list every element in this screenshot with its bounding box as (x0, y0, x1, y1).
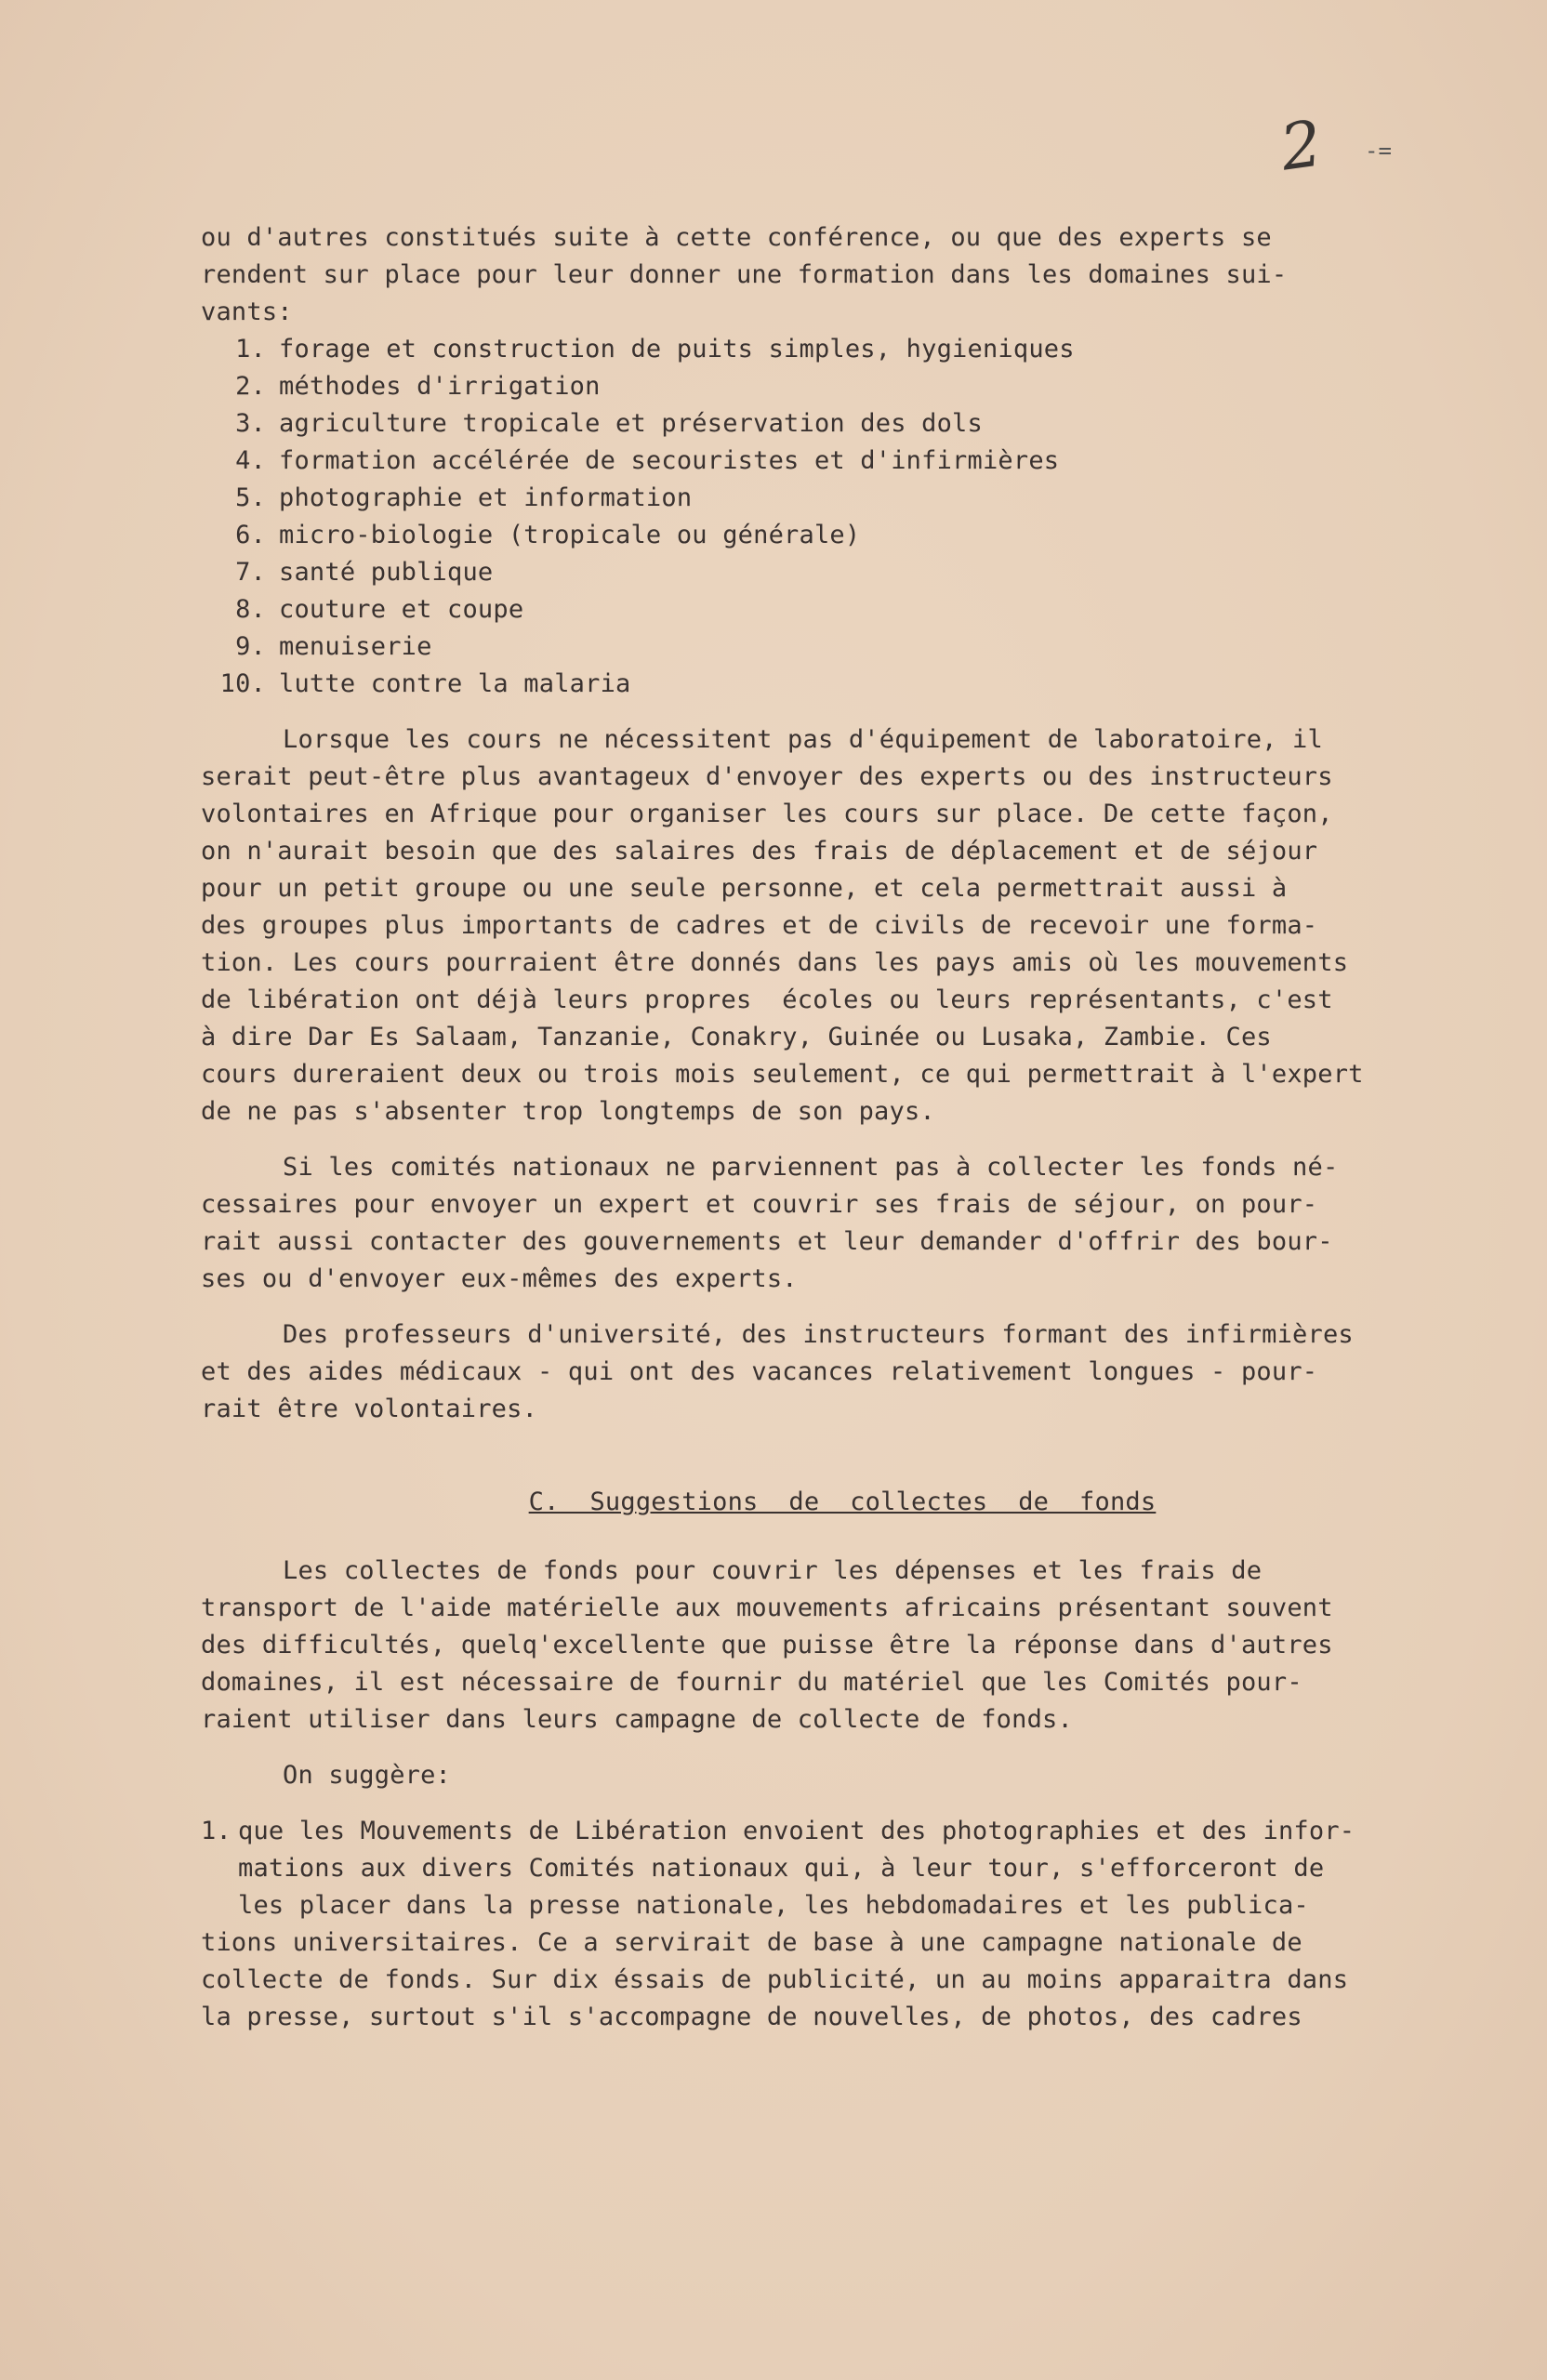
text-line: collecte de fonds. Sur dix éssais de publicité, un au moins apparaitra dans (201, 1965, 1349, 1994)
text-line: ses ou d'envoyer eux-mêmes des experts. (201, 1264, 798, 1293)
list-item (201, 666, 1447, 703)
text-line: domaines, il est nécessaire de fournir du matériel que les Comités pour- (201, 1668, 1302, 1697)
training-list (201, 331, 1447, 703)
text-line: pour un petit groupe ou une seule personne, et cela permettrait aussi à (201, 874, 1288, 903)
text-line: on n'aurait besoin que des salaires des frais de déplacement et de séjour (201, 837, 1318, 866)
suggestion-intro: On suggère: (283, 1761, 452, 1790)
list-item (201, 405, 1447, 443)
list-item (201, 443, 1447, 480)
page-number: 2 (1276, 107, 1327, 186)
text-line: transport de l'aide matérielle aux mouvements africains présentant souvent (201, 1593, 1333, 1622)
paragraph-national-committees (201, 1149, 1447, 1298)
document-body (201, 219, 1447, 2036)
text-line: ou d'autres constitués suite à cette conférence, ou que des experts se (201, 223, 1272, 252)
list-text: que les Mouvements de Libération envoient des photographies et des infor- (238, 1817, 1355, 1845)
text-line: cessaires pour envoyer un expert et couvrir ses frais de séjour, on pour- (201, 1190, 1318, 1219)
intro-block (201, 219, 1447, 331)
list-number: 1. (201, 1817, 231, 1845)
list-number: 10. (219, 669, 266, 698)
list-text: formation accélérée de secouristes et d'infirmières (279, 446, 1060, 475)
text-line: de libération ont déjà leurs propres écoles ou leurs représentants, c'est (201, 985, 1333, 1014)
list-text: santé publique (279, 558, 494, 587)
list-number: 8. (235, 595, 266, 624)
text-line: des groupes plus importants de cadres et de civils de recevoir une forma- (201, 911, 1318, 940)
text-line: Les collectes de fonds pour couvrir les dépenses et les frais de (283, 1556, 1263, 1585)
text-line: tions universitaires. Ce a servirait de base à une campagne nationale de (201, 1928, 1302, 1957)
text-line: rait être volontaires. (201, 1395, 538, 1423)
list-item (201, 554, 1447, 591)
list-text: couture et coupe (279, 595, 524, 624)
text-line: tion. Les cours pourraient être donnés dans les pays amis où les mouvements (201, 948, 1349, 977)
text-line: et des aides médicaux - qui ont des vacances relativement longues - pour- (201, 1357, 1318, 1386)
text-line: volontaires en Afrique pour organiser les cours sur place. De cette façon, (201, 800, 1333, 828)
list-item (201, 1813, 1447, 1850)
text-line: Si les comités nationaux ne parviennent pas à collecter les fonds né- (283, 1153, 1339, 1182)
text-line: raient utiliser dans leurs campagne de collecte de fonds. (201, 1705, 1073, 1734)
list-text: photographie et information (279, 483, 693, 512)
page-number-mark: -= (1365, 138, 1392, 164)
list-text: micro-biologie (tropicale ou générale) (279, 521, 861, 549)
list-item (201, 628, 1447, 666)
text-line: Des professeurs d'université, des instructeurs formant des infirmières (283, 1320, 1354, 1349)
text-line: rait aussi contacter des gouvernements et leur demander d'offrir des bour- (201, 1227, 1333, 1256)
text-line: rendent sur place pour leur donner une formation dans les domaines sui- (201, 260, 1288, 289)
text-line: mations aux divers Comités nationaux qui, à leur tour, s'efforceront de (238, 1854, 1325, 1883)
section-heading-wrap (201, 1484, 1447, 1521)
list-text: méthodes d'irrigation (279, 372, 601, 401)
list-number: 3. (235, 409, 266, 438)
list-number: 9. (235, 632, 266, 661)
list-number: 1. (235, 335, 266, 364)
list-item (201, 591, 1447, 628)
text-line: la presse, surtout s'il s'accompagne de nouvelles, de photos, des cadres (201, 2003, 1302, 2031)
text-line: à dire Dar Es Salaam, Tanzanie, Conakry, Guinée ou Lusaka, Zambie. Ces (201, 1023, 1272, 1051)
text-line: des difficultés, quelq'excellente que puisse être la réponse dans d'autres (201, 1631, 1333, 1659)
text-line: de ne pas s'absenter trop longtemps de son pays. (201, 1097, 935, 1126)
list-item (201, 517, 1447, 554)
section-heading: C. Suggestions de collectes de fonds (528, 1488, 1157, 1516)
list-text: menuiserie (279, 632, 432, 661)
list-text: lutte contre la malaria (279, 669, 631, 698)
paragraph-fundraising (201, 1553, 1447, 1739)
text-line: serait peut-être plus avantageux d'envoyer des experts ou des instructeurs (201, 762, 1333, 791)
list-text: forage et construction de puits simples, hygieniques (279, 335, 1075, 364)
list-number: 5. (235, 483, 266, 512)
list-number: 2. (235, 372, 266, 401)
text-line: les placer dans la presse nationale, les hebdomadaires et les publica- (238, 1891, 1309, 1920)
paragraph-volunteers (201, 1316, 1447, 1428)
suggestion-list (201, 1813, 1447, 2036)
list-text: agriculture tropicale et préservation des dols (279, 409, 983, 438)
text-line: vants: (201, 298, 293, 326)
text-line: Lorsque les cours ne nécessitent pas d'équipement de laboratoire, il (283, 725, 1323, 754)
list-item (201, 480, 1447, 517)
paragraph-courses (201, 721, 1447, 1130)
list-number: 4. (235, 446, 266, 475)
list-item (201, 331, 1447, 368)
list-item (201, 368, 1447, 405)
list-number: 7. (235, 558, 266, 587)
list-number: 6. (235, 521, 266, 549)
text-line: cours dureraient deux ou trois mois seulement, ce qui permettrait à l'expert (201, 1060, 1364, 1089)
